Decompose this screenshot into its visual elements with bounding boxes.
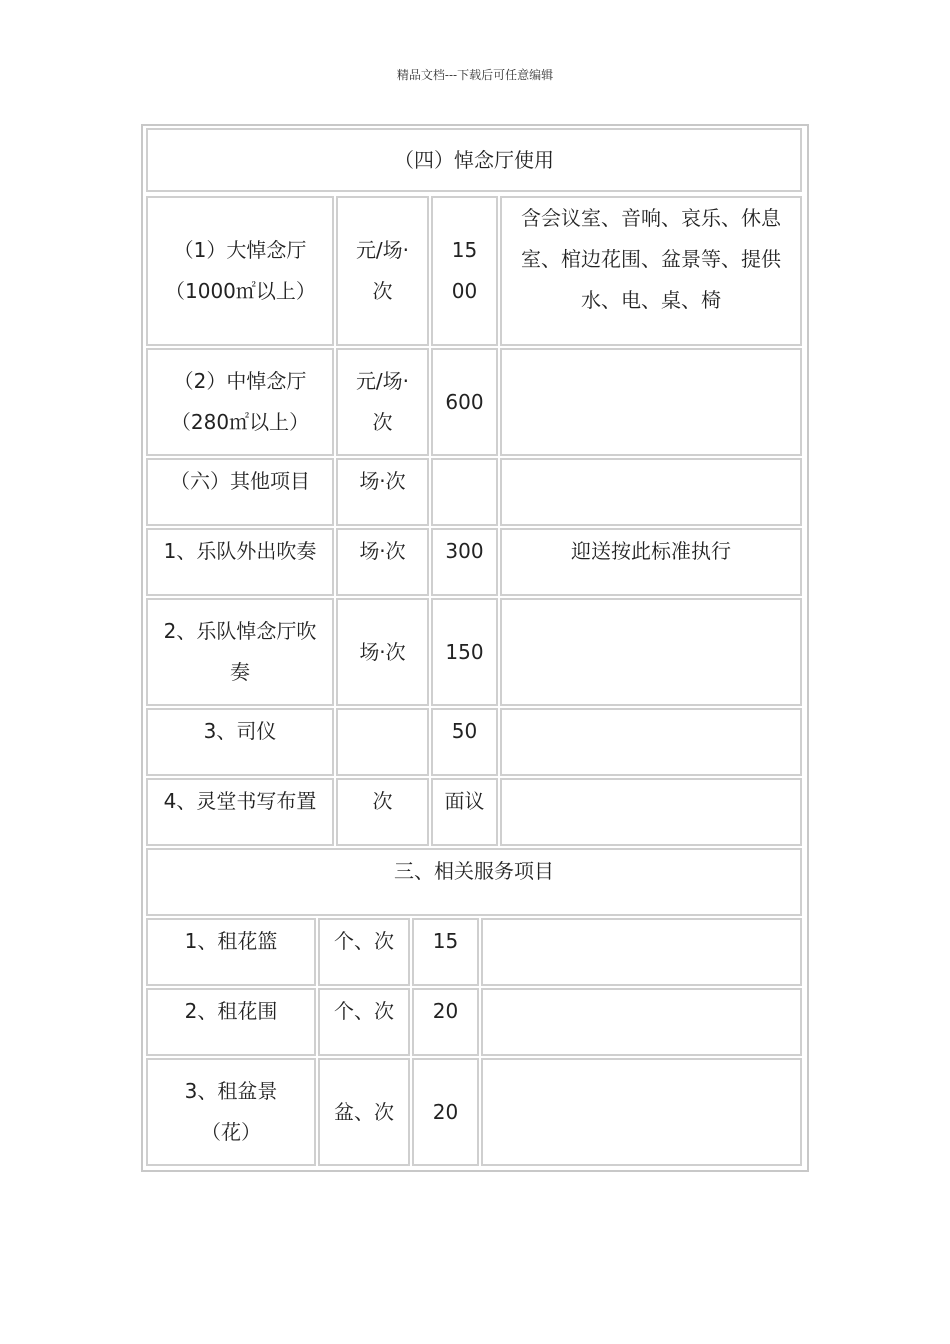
unit-text: 场·次 [359,539,406,563]
unit-cell [336,598,429,706]
unit-cell [336,458,429,526]
item-text: 2、乐队悼念厅吹奏 [163,619,317,684]
price-text: 20 [432,1099,459,1124]
price-cell [431,348,498,456]
item-cell [146,918,316,986]
price-text: 300 [445,539,484,563]
item-cell [146,1058,316,1166]
price-text: 50 [451,719,478,743]
unit-text: 个、次 [334,999,394,1023]
price-text: 600 [445,389,484,414]
unit-cell [318,1058,410,1166]
unit-text: 场·次 [359,469,406,493]
note-cell [500,348,802,456]
price-text: 面议 [444,789,485,813]
item-text: 3、司仪 [203,719,277,743]
unit-cell [336,778,429,846]
note-text: 含会议室、音响、哀乐、休息室、棺边花围、盆景等、提供水、电、桌、椅 [521,206,781,312]
unit-text: 盆、次 [334,1099,394,1124]
note-cell [500,458,802,526]
price-cell [431,598,498,706]
unit-text: 元/场·次 [355,238,410,303]
section-title: 三、相关服务项目 [146,848,802,916]
item-cell [146,196,334,346]
price-cell [431,708,498,776]
price-text: 15 [432,929,459,953]
item-text: 2、租花围 [184,999,278,1023]
price-cell [431,196,498,346]
note-cell [481,1058,802,1166]
header-note: 精品文档---下载后可任意编辑 [396,68,554,82]
unit-text: 元/场·次 [355,369,410,434]
price-cell [412,988,479,1056]
item-text: 3、租盆景（花） [184,1079,278,1144]
item-text: 1、租花篮 [184,929,278,953]
unit-cell [336,528,429,596]
unit-cell [318,988,410,1056]
item-cell [146,988,316,1056]
item-cell [146,708,334,776]
unit-text: 场·次 [359,639,406,664]
note-cell [500,196,802,346]
unit-text: 个、次 [334,929,394,953]
price-text: 1500 [451,238,478,303]
item-text: （六）其他项目 [170,469,310,493]
note-cell [500,778,802,846]
item-text: 4、灵堂书写布置 [163,789,317,813]
price-cell [431,458,498,526]
price-cell [431,778,498,846]
unit-text: 次 [372,789,393,813]
item-cell [146,778,334,846]
note-cell [500,598,802,706]
unit-cell [318,918,410,986]
price-cell [431,528,498,596]
price-cell [412,1058,479,1166]
price-text: 150 [445,639,484,664]
note-cell [481,918,802,986]
price-cell [412,918,479,986]
unit-cell [336,348,429,456]
note-cell [500,708,802,776]
section-title: （四）悼念厅使用 [146,128,802,192]
note-cell [500,528,802,596]
item-cell [146,458,334,526]
price-text: 20 [432,999,459,1023]
unit-cell [336,708,429,776]
item-text: 1、乐队外出吹奏 [163,539,317,563]
unit-cell [336,196,429,346]
item-cell [146,528,334,596]
item-text: （2）中悼念厅（280㎡以上） [170,369,310,434]
item-text: （1）大悼念厅（1000㎡以上） [165,238,316,303]
note-text: 迎送按此标准执行 [571,539,731,563]
note-cell [481,988,802,1056]
item-cell [146,598,334,706]
item-cell [146,348,334,456]
